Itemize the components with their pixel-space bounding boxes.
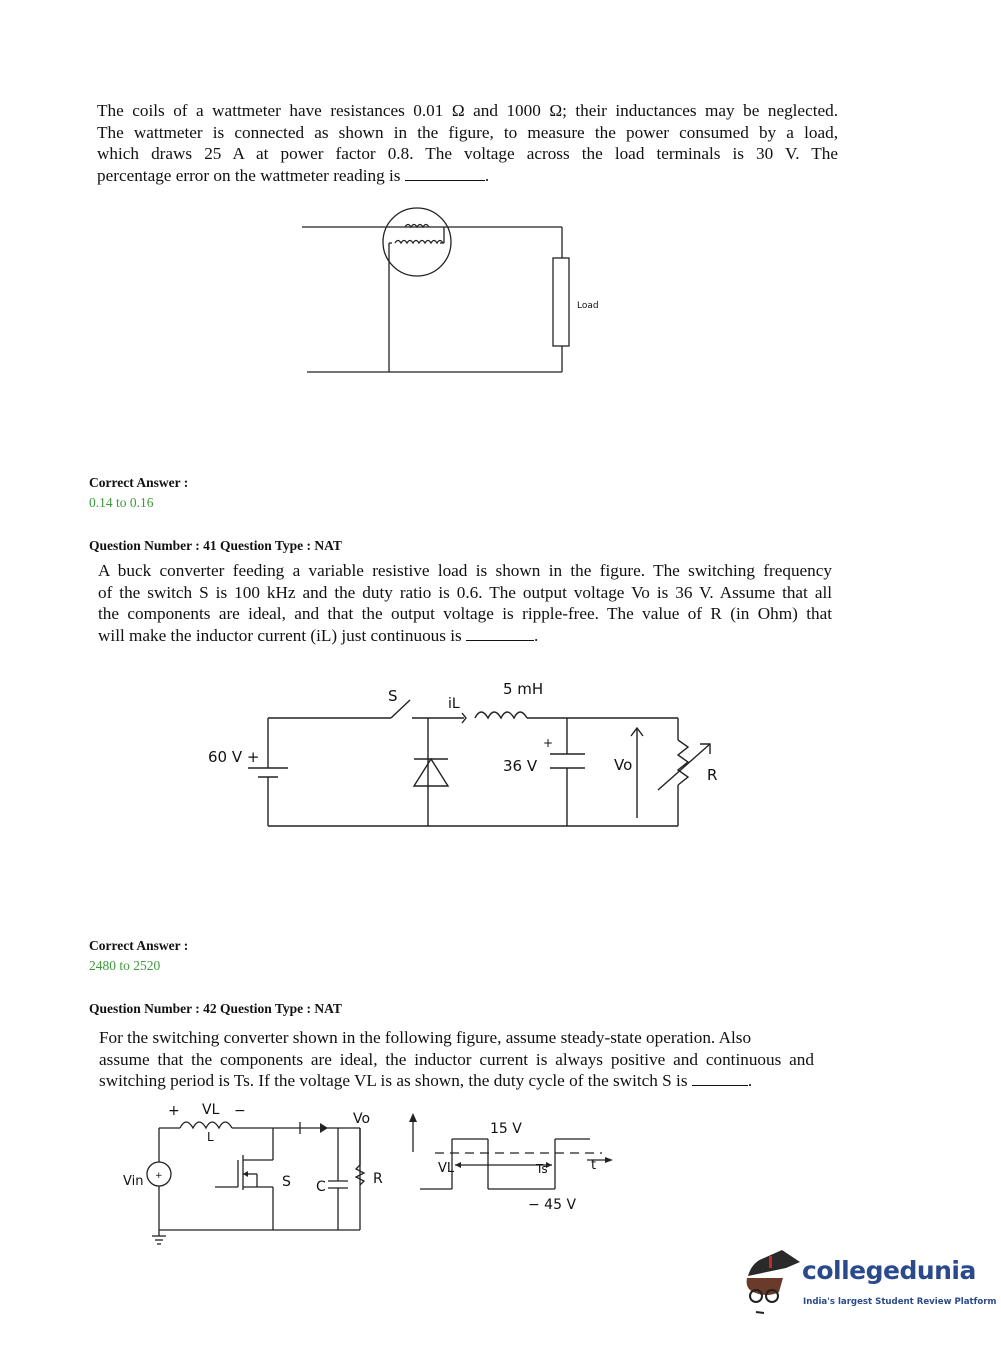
source-label: 60 V + xyxy=(208,748,260,766)
q40-line: percentage error on the wattmeter reading is xyxy=(97,165,401,185)
vl-axis-label: VL xyxy=(438,1161,455,1176)
minus-sign: − xyxy=(234,1103,246,1119)
inductor-label: L xyxy=(207,1130,214,1144)
correct-answer-value: 2480 to 2520 xyxy=(89,958,161,973)
answer-blank xyxy=(405,166,485,181)
logo-tagline: India's largest Student Review Platform xyxy=(803,1297,997,1307)
inductor-label: 5 mH xyxy=(503,680,544,698)
low-voltage-label: − 45 V xyxy=(528,1197,577,1213)
q41-line: will make the inductor current (iL) just continuous is xyxy=(98,625,462,645)
q40-line: The coils of a wattmeter have resistances 0.01 Ω and 1000 Ω; their inductances may be neglected. xyxy=(97,101,838,120)
source-plus-icon: + xyxy=(155,1171,163,1181)
mascot-icon xyxy=(742,1248,802,1314)
q40-line: The wattmeter is connected as shown in the figure, to measure the power consumed by a load, xyxy=(97,122,838,142)
q41-line: the components are ideal, and that the output voltage is ripple-free. The value of R (in Ohm) that xyxy=(98,604,832,623)
current-label: iL xyxy=(448,696,460,712)
logo-name: collegedunia xyxy=(802,1256,976,1285)
q41-text: A buck converter feeding a variable resistive load is shown in the figure. The switching frequency of the switch S is 100 kHz and the duty ratio is 0.6. The output voltage Vo is 36 V. Assume that all the components are ideal, and that the output voltage is ripple-free. The value of R (in Ohm) that will make the inductor current (iL) just continuous is . xyxy=(98,561,832,645)
capacitor-label: C xyxy=(316,1179,326,1195)
q42-text: For the switching converter shown in the following figure, assume steady-state operation. Also assume that the components are ideal, the inductor current is always positive and continuous and switching period is Ts. If the voltage VL is as shown, the duty cycle of the switch S is . xyxy=(99,1028,814,1090)
time-axis-label: t xyxy=(591,1158,597,1173)
resistor-label: R xyxy=(373,1171,383,1187)
q40-text: The coils of a wattmeter have resistances 0.01 Ω and 1000 Ω; their inductances may be neglected. The wattmeter is connected as shown in the figure, to measure the power consumed by a load, which draws 25 A at power factor 0.8. The voltage across the load terminals is 30 V. The percentage error on the wattmeter reading is . xyxy=(97,101,838,185)
answer-blank xyxy=(466,626,534,641)
correct-answer-label: Correct Answer : xyxy=(89,938,189,953)
vo-label: Vo xyxy=(353,1111,371,1127)
plus-sign: + xyxy=(168,1103,180,1119)
answer-blank xyxy=(692,1071,748,1086)
question-header: Question Number : 41 Question Type : NAT xyxy=(89,538,342,553)
q42-line: For the switching converter shown in the following figure, assume steady-state operation. Also xyxy=(99,1028,752,1047)
q41-line: of the switch S is 100 kHz and the duty ratio is 0.6. The output voltage Vo is 36 V. Assume that all xyxy=(98,582,832,602)
correct-answer-label: Correct Answer : xyxy=(89,475,189,490)
correct-answer-value: 0.14 to 0.16 xyxy=(89,495,154,510)
q41-line: A buck converter feeding a variable resistive load is shown in the figure. The switching frequency xyxy=(98,561,832,580)
switch-label: S xyxy=(282,1174,291,1190)
q42-line: assume that the components are ideal, the inductor current is always positive and continuous and xyxy=(99,1049,814,1069)
resistor-label: R xyxy=(707,766,718,784)
high-voltage-label: 15 V xyxy=(490,1121,522,1137)
buck-converter-figure xyxy=(200,670,730,840)
wattmeter-circuit-figure xyxy=(290,200,620,380)
collegedunia-logo xyxy=(742,1248,997,1318)
q40-line: which draws 25 A at power factor 0.8. The voltage across the load terminals is 30 V. The xyxy=(97,144,838,163)
cap-plus: + xyxy=(543,736,554,750)
q42-line: switching period is Ts. If the voltage VL is as shown, the duty cycle of the switch S is xyxy=(99,1071,688,1090)
vin-label: Vin xyxy=(123,1174,144,1189)
switch-label: S xyxy=(388,687,398,705)
question-header: Question Number : 42 Question Type : NAT xyxy=(89,1001,342,1016)
vo-label: Vo xyxy=(614,756,633,774)
vl-label: VL xyxy=(202,1102,220,1118)
load-label: Load xyxy=(577,301,599,311)
cap-voltage-label: 36 V xyxy=(503,757,538,775)
boost-converter-figure xyxy=(110,1090,690,1260)
period-label: Ts xyxy=(536,1162,548,1176)
